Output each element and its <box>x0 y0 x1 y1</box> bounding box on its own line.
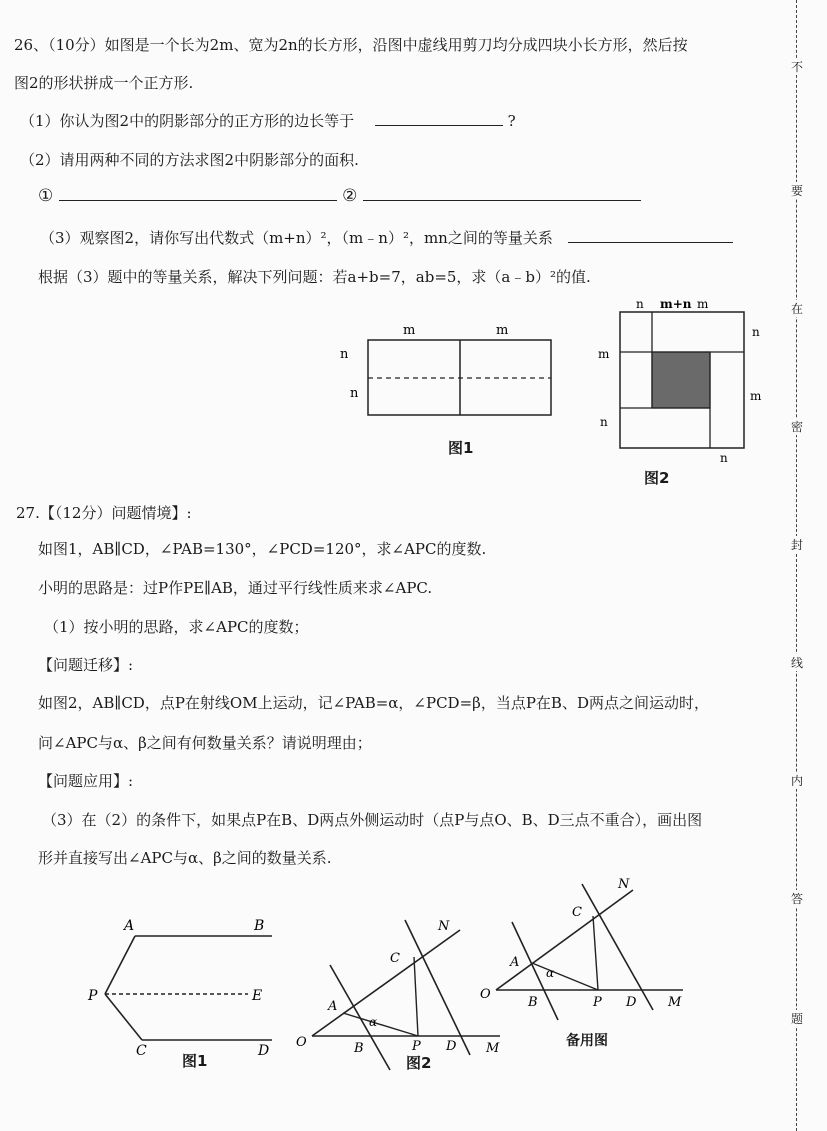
figB-label-C: C <box>390 951 400 966</box>
method-2-marker: ② <box>342 186 358 206</box>
q26-header: 26、（10分）如图是一个长为2m、宽为2n的长方形，沿图中虚线用剪刀均分成四块小长方形，然后按 <box>14 36 688 54</box>
seal-char-2: 要 <box>788 182 806 199</box>
figC-label-D: D <box>626 995 637 1010</box>
q27-heading-application: 【问题应用】: <box>38 772 134 790</box>
q27-heading-migration: 【问题迁移】: <box>38 656 134 674</box>
answer-blank-method1[interactable] <box>59 200 337 201</box>
q26-part3-text: （3）观察图2，请你写出代数式（m+n）²，（m﹣n）²，mn之间的等量关系 <box>40 229 553 247</box>
fig2-caption: 图2 <box>644 469 670 487</box>
figC-label-B: B <box>528 995 538 1010</box>
q27-statement-5: 问∠APC与α、β之间有何数量关系？请说明理由； <box>38 734 372 752</box>
fig2-label-top-m: m <box>697 297 709 311</box>
q27-header: 27.【（12分）问题情境】: <box>16 504 192 522</box>
figA-label-P: P <box>88 988 98 1004</box>
q26-part1-text: （1）你认为图2中的阴影部分的正方形的边长等于 <box>20 112 355 130</box>
q27-statement-3: （1）按小明的思路，求∠APC的度数； <box>44 618 309 636</box>
q26-part3 <box>40 227 733 248</box>
seal-char-1: 不 <box>788 58 806 75</box>
figA-caption: 图1 <box>182 1052 208 1070</box>
seal-char-5: 封 <box>788 536 806 553</box>
seal-char-8: 答 <box>788 890 806 907</box>
answer-blank-method2[interactable] <box>363 200 641 201</box>
q27-statement-1: 如图1，AB∥CD，∠PAB=130°，∠PCD=120°，求∠APC的度数. <box>38 540 487 558</box>
seal-char-7: 内 <box>788 772 806 789</box>
fig2-label-bottom-n: n <box>720 451 728 465</box>
seal-char-6: 线 <box>788 654 806 671</box>
figA-label-B: B <box>254 918 265 934</box>
seal-line-dashes <box>796 0 797 1131</box>
q27-figure-backup <box>478 870 698 1040</box>
q27-statement-4: 如图2，AB∥CD，点P在射线OM上运动，记∠PAB=α，∠PCD=β，当点P在B、D两点之间运动时， <box>38 694 709 712</box>
figC-label-C: C <box>572 905 582 920</box>
seal-char-9: 题 <box>788 1010 806 1027</box>
figB-label-A: A <box>328 999 338 1014</box>
fig2-shaded-square <box>652 352 710 408</box>
figC-label-M: M <box>668 995 682 1010</box>
figA-label-E: E <box>252 988 263 1004</box>
fig2-label-top-n: n <box>636 297 644 311</box>
figC-caption: 备用图 <box>566 1033 608 1049</box>
fig2-label-left-m: m <box>598 347 610 361</box>
fig2-label-right-m: m <box>750 389 762 403</box>
seal-line <box>790 0 804 1131</box>
fig2-label-left-n: n <box>600 415 608 429</box>
fig1-label-n2: n <box>350 386 359 401</box>
figA-label-C: C <box>136 1043 147 1059</box>
figC-label-N: N <box>618 877 630 892</box>
figB-label-O: O <box>296 1035 307 1050</box>
q27-figure-1 <box>80 910 280 1060</box>
figC-label-alpha: α <box>546 966 555 980</box>
figC-label-P: P <box>593 995 602 1010</box>
figA-label-D: D <box>258 1043 270 1059</box>
fig2-label-top-mn: m+n <box>660 297 692 311</box>
figC-label-O: O <box>480 987 491 1002</box>
q26-header-cont: 图2的形状拼成一个正方形. <box>14 74 194 92</box>
figB-caption: 图2 <box>406 1054 432 1072</box>
fig1-caption: 图1 <box>448 439 474 457</box>
fig1-label-n1: n <box>340 347 349 362</box>
figC-label-A: A <box>510 955 520 970</box>
fig1-label-m1: m <box>403 323 416 338</box>
figB-label-N: N <box>438 919 450 934</box>
seal-char-4: 密 <box>788 418 806 435</box>
fig1-label-m2: m <box>496 323 509 338</box>
fig2-label-right-n: n <box>752 325 760 339</box>
seal-char-3: 在 <box>788 300 806 317</box>
method-1-marker: ① <box>38 186 54 206</box>
q26-part1-end: ? <box>507 112 516 130</box>
figB-label-alpha: α <box>369 1015 378 1029</box>
q26-part4: 根据（3）题中的等量关系，解决下列问题：若a+b=7，ab=5，求（a﹣b）²的值. <box>38 268 591 286</box>
q26-figure-2 <box>590 296 780 466</box>
q26-part1 <box>20 110 516 131</box>
figB-label-B: B <box>354 1041 364 1056</box>
figA-label-A: A <box>124 918 135 934</box>
answer-blank-1[interactable] <box>375 125 503 126</box>
q27-statement-6: （3）在（2）的条件下，如果点P在B、D两点外侧运动时（点P与点O、B、D三点不重合），画出图 <box>42 811 703 829</box>
q26-part2: （2）请用两种不同的方法求图2中阴影部分的面积. <box>20 151 359 169</box>
figB-label-M: M <box>486 1041 500 1056</box>
figB-label-P: P <box>412 1039 421 1054</box>
q27-statement-7: 形并直接写出∠APC与α、β之间的数量关系. <box>38 849 332 867</box>
figB-label-D: D <box>446 1039 457 1054</box>
answer-blank-3[interactable] <box>568 242 733 243</box>
q26-method-row <box>38 186 641 206</box>
q27-statement-2: 小明的思路是：过P作PE∥AB，通过平行线性质来求∠APC. <box>38 579 433 597</box>
